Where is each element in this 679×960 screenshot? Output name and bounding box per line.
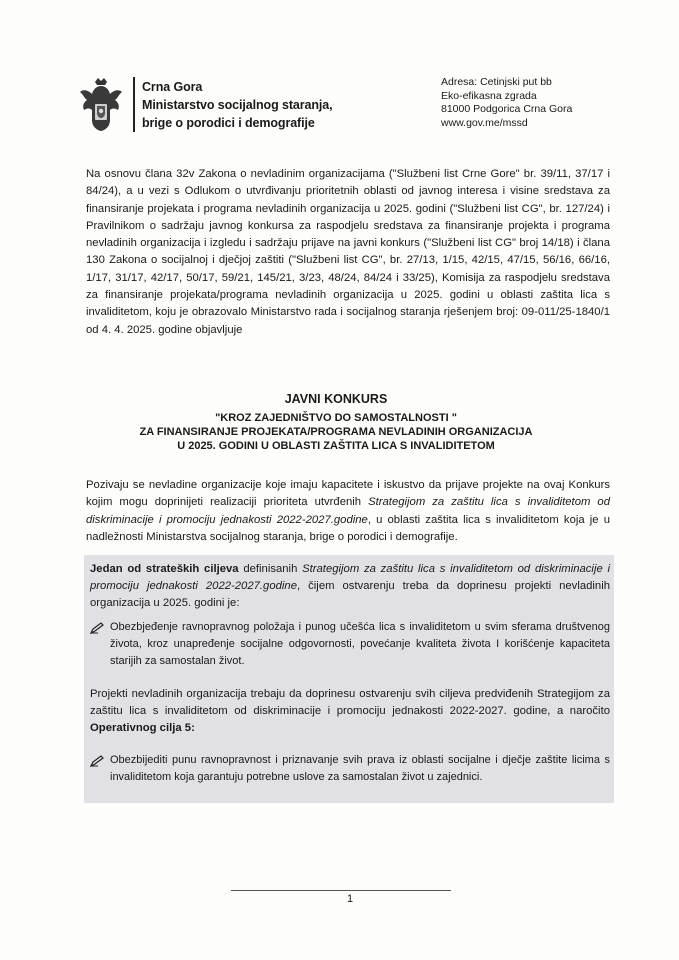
pen-bullet-icon [90,755,104,767]
coat-of-arms-icon [78,76,124,132]
operational-goal-lead: Operativnog cilja 5: [90,722,195,734]
intro-strategy-name: Strategijom za zaštitu lica s invaliditetom od diskriminacije i promociju jednakosti 2022-2027.godine [86,496,610,526]
ministry-name [142,78,333,132]
strategic-goal-text-start: definisanih [238,563,303,575]
footer-divider [231,890,451,891]
page-title: JAVNI KONKURS [284,392,388,406]
ministry-title: Ministarstvo socijalnog staranja, [142,98,333,112]
address-website[interactable]: www.gov.me/mssd [441,116,528,129]
address-city: 81000 Podgorica Crna Gora [441,103,573,115]
address-building: Eko-efikasna zgrada [441,89,537,102]
operational-goal-paragraph [90,686,610,737]
intro-text-end: , u oblasti zaštita lica s invaliditetom koja je u nadležnosti Ministarstva socijalnog staranja, brige o porodici i demografije. [86,513,610,543]
ministry-country: Crna Gora [142,80,203,94]
intro-text-start: Pozivaju se nevladine organizacije koje imaju kapacitete i iskustvo da prijave projekte na ovaj Konkurs kojim mogu doprinijeti realizaciji prioriteta utvrđenih [86,479,610,509]
page-number: 1 [347,893,354,905]
ministry-subtitle: brige o porodici i demografije [142,116,315,130]
legal-preamble: Na osnovu člana 32v Zakona o nevladinim organizacijama ("Službeni list Crne Gore" br. 39/11, 37/17 i 84/24), a u vezi s Odlukom o utvrđivanju prioritetnih oblasti od javnog interesa i visine sredstava za finansiranje projekata i programa nevladinih organizacija u 2025. godini ("Službeni list CG", br. 127/24) i Pravilnikom o sadržaju javnog konkursa za raspodjelu sredstava za finansiranje projekta i programa nevladinih organizacija i izgledu i sadržaju prijave na javni konkurs ("Službeni list CG" broj 14/18) i člana 130 Zakona o socijalnoj i dječjoj zaštiti ("Službeni list CG", br. 27/13, 1/15, 42/15, 47/15, 56/16, 66/16, 1/17, 31/17, 42/17, 50/17, 59/21, 145/21, 3/23, 48/24, 84/24 i 33/25), Komisija za raspodjelu sredstava za finansiranje projekata/programa nevladinih organizacija u 2025. godini u oblasti zaštita lica s invaliditetom, koju je obrazovalo Ministarstvo rada i socijalnog staranja rješenjem broj: 09-011/25-1840/1 od 4. 4. 2025. godine objavljuje [86,168,610,336]
strategic-goal-paragraph [90,561,610,612]
address-block [441,76,572,130]
header-divider [133,77,135,132]
strategic-goal-bullet: Obezbjeđenje ravnopravnog položaja i punog učešća lica s invaliditetom u svim sferama društvenog života, kroz unapređenje socijalne odgovornosti, povećanje kvaliteta života I korišćenje kapaciteta starijih za samostalan život. [110,621,610,667]
competition-subtitle: "KROZ ZAJEDNIŠTVO DO SAMOSTALNOSTI " [215,412,457,424]
strategic-goal-strategy-name: Strategijom za zaštitu lica s invaliditetom od diskriminacije i promociju jednakosti 2022-2027.godine [90,563,610,592]
intro-paragraph [86,477,610,546]
competition-scope: U 2025. GODINI U OBLASTI ZAŠTITA LICA S INVALIDITETOM [177,440,495,452]
title-block [100,391,572,453]
pen-bullet-icon [90,622,104,634]
strategic-goal-text-end: , čijem ostvarenju treba da doprinesu projekti nevladinih organizacija u 2025. godini je: [90,580,610,609]
operational-goal-bullet: Obezbijediti punu ravnopravnost i priznavanje svih prava iz oblasti socijalne i dječje zaštite licima s invaliditetom koja garantuju potrebne uslove za samostalan život u zajednici. [110,754,610,783]
operational-goal-text: Projekti nevladinih organizacija trebaju da doprinesu ostvarenju svih ciljeva predviđenih Strategijom za zaštitu lica s invaliditetom od diskriminacije i promociju jednakosti 2022-2027. godine, a naročito [90,688,610,717]
competition-purpose: ZA FINANSIRANJE PROJEKATA/PROGRAMA NEVLADINIH ORGANIZACIJA [139,426,533,438]
address-street: Adresa: Cetinjski put bb [441,76,552,88]
strategic-goal-lead: Jedan od strateških ciljeva [90,563,239,575]
